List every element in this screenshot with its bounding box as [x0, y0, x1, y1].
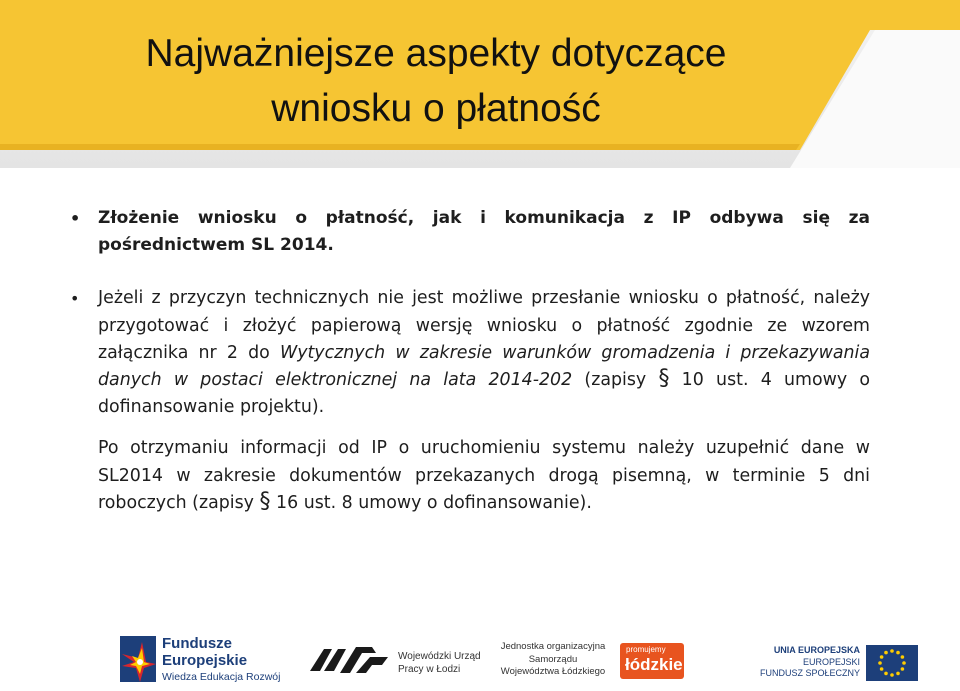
samorzad-line3: Województwa Łódzkiego: [500, 666, 606, 677]
slide-title: [86, 26, 786, 136]
samorzad-unit-label: [497, 641, 609, 683]
bullet-paper-text-3: 10 ust. 4 umowy o dofinansowanie projektu).: [98, 370, 870, 418]
fundusze-europejskie-logo: [118, 632, 281, 688]
efs-name-line2: FUNDUSZ SPOŁECZNY: [759, 668, 860, 678]
fe-program-name: Wiedza Edukacja Rozwój: [162, 671, 281, 683]
bullet-paper-guidelines-title: Wytycznych w zakresie warunków gromadzenia i przekazywania danych w postaci elektronicznej na lata 2014-202: [98, 342, 870, 391]
promujemy-lodzkie-logo: [620, 643, 684, 679]
bullet-dot: •: [70, 209, 81, 228]
bullet-paper-text-2: (zapisy: [572, 370, 659, 391]
wup-name: [398, 650, 481, 676]
wup-name-line2: Pracy w Łodzi: [398, 664, 461, 675]
fe-name-line2: Europejskie: [162, 652, 248, 669]
paragraph-sl2014-update: [70, 435, 870, 517]
efs-name-line1: EUROPEJSKI: [802, 656, 860, 667]
bullet-sl2014: [70, 205, 870, 259]
wup-arrows-logo-icon: [310, 643, 390, 679]
bullet-sl2014-text: Złożenie wniosku o płatność, jak i komunikacja z IP odbywa się za pośrednictwem SL 2014.: [98, 208, 870, 256]
bullet-paper-text-1: Jeżeli z przyczyn technicznych nie jest możliwe przesłanie wniosku o płatność, należy przygotować i złożyć papierową wersję wniosku o płatność zgodnie ze wzorem załącznika nr 2 do: [98, 288, 870, 363]
eu-name: UNIA EUROPEJSKA: [773, 645, 860, 655]
eu-efs-label: [710, 641, 860, 685]
paragraph-text-1: Po otrzymaniu informacji od IP o uruchomieniu systemu należy uzupełnić dane w SL2014 w zakresie dokumentów przekazanych drogą pisemną, w terminie 5 dni roboczych (zapisy: [98, 438, 870, 513]
slide-title-line2: wniosku o płatność: [271, 87, 601, 130]
fe-name-line1: Fundusze: [162, 635, 232, 652]
lodzkie-tagline: promujemy: [626, 645, 666, 654]
bullet-paper-version: [70, 285, 870, 421]
paragraph-text-2: 16 ust. 8 umowy o dofinansowanie).: [270, 492, 592, 513]
samorzad-line2: Samorządu: [528, 653, 578, 665]
footer-logos: [0, 615, 960, 691]
fundusze-europejskie-star-icon: [118, 634, 158, 684]
eu-flag-icon: [866, 645, 918, 681]
section-sign: §: [658, 366, 670, 392]
section-sign: §: [259, 488, 271, 514]
wup-name-line1: Wojewódzki Urząd: [398, 651, 481, 662]
slide-content: [70, 205, 870, 517]
bullet-dot: •: [70, 289, 80, 309]
samorzad-line1: Jednostka organizacyjna: [500, 641, 606, 652]
wup-lodz-logo: [310, 641, 480, 681]
slide-title-line1: Najważniejsze aspekty dotyczące: [145, 32, 727, 75]
lodzkie-wordmark: łódzkie: [625, 655, 683, 674]
